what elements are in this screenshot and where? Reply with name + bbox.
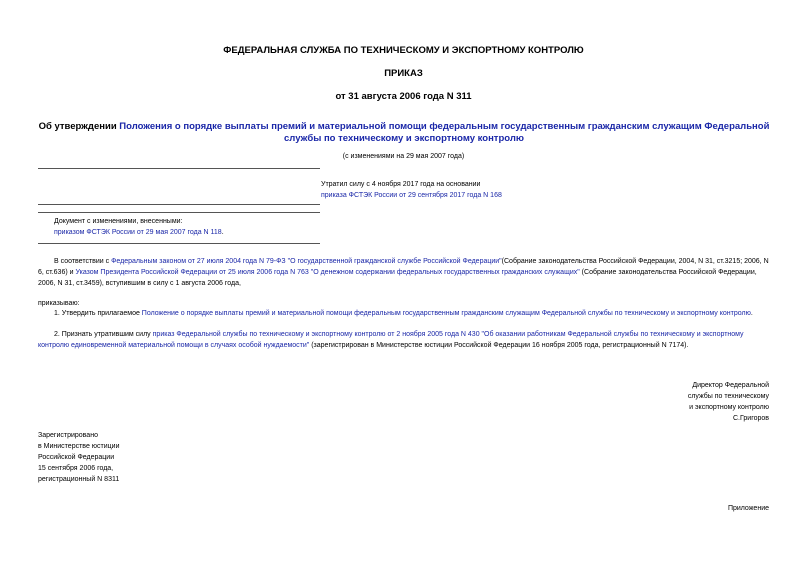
registration-line: Зарегистрировано — [38, 432, 98, 439]
order-word: приказываю: — [38, 300, 80, 307]
item-2-end: (зарегистрирован в Министерстве юстиции Российской Федерации 16 ноября 2005 года, регистрационный N 7174). — [309, 342, 689, 349]
presidential-decree-link[interactable]: Указом Президента Российской Федерации от 25 июля 2006 года N 763 "О денежном содержании федеральных государственных гражданских служащих" — [75, 269, 580, 276]
document-date-number: от 31 августа 2006 года N 311 — [335, 91, 472, 102]
amending-doc-line — [54, 227, 224, 238]
signature-line: Директор Федеральной — [692, 382, 769, 389]
signature-line: службы по техническому — [687, 393, 769, 400]
separator-line — [38, 243, 320, 244]
amending-doc-dot: . — [221, 229, 224, 236]
registration-line: в Министерстве юстиции — [38, 443, 120, 450]
agency-name: ФЕДЕРАЛЬНАЯ СЛУЖБА ПО ТЕХНИЧЕСКОМУ И ЭКСПОРТНОМУ КОНТРОЛЮ — [223, 45, 584, 56]
title-link[interactable]: Положения о порядке выплаты премий и материальной помощи федеральным государственным гражданским служащим Федеральной службы по техническому и экспортному контролю — [119, 121, 770, 144]
order-item-1 — [38, 308, 771, 319]
item-2-text: 2. Признать утратившим силу — [54, 331, 153, 338]
amending-doc-label: Документ с изменениями, внесенными: — [54, 218, 183, 225]
amending-doc-link[interactable]: приказом ФСТЭК России от 29 мая 2007 года N 118 — [54, 229, 222, 236]
item-1-end: . — [750, 310, 753, 317]
lost-force-link[interactable]: приказа ФСТЭК России от 29 сентября 2017 года N 168 — [321, 192, 502, 199]
preamble-text-3: (Собрание законодательства Российской Федерации, 2006, N 31, ст.3459), вступившим в силу с 1 августа 2006 года, — [38, 269, 757, 287]
separator-line — [38, 204, 320, 205]
appendix-label: Приложение — [727, 505, 769, 512]
signature-block — [688, 380, 769, 424]
repealed-order-link[interactable]: приказ Федеральной службы по техническому и экспортному контролю от 2 ноября 2005 года N 430 "Об оказании работникам Федеральной службы по техническому и экспортному контролю единовременной материальной помощи в случаях особой нуждаемости" — [38, 331, 744, 349]
registration-line: регистрационный N 8311 — [38, 476, 120, 483]
registration-line: 15 сентября 2006 года, — [38, 465, 114, 472]
regulation-link[interactable]: Положение о порядке выплаты премий и материальной помощи федеральным государственным гражданским служащим Федеральной службы по техническому и экспортному контролю — [141, 310, 751, 317]
title-prefix: Об утверждении — [38, 121, 120, 132]
document-type: ПРИКАЗ — [384, 68, 423, 79]
preamble-text-1: В соответствии с — [54, 258, 112, 265]
signature-name: С.Григоров — [733, 415, 769, 422]
preamble-paragraph — [38, 256, 771, 289]
item-1-text: 1. Утвердить прилагаемое — [54, 310, 142, 317]
amendment-note: (с изменениями на 29 мая 2007 года) — [342, 153, 465, 160]
preamble-text-2: (Собрание законодательства Российской Федерации, 2004, N 31, ст.3215; 2006, N 6, ст.636) и — [38, 258, 769, 276]
federal-law-link[interactable]: Федеральным законом от 27 июля 2004 года N 79-ФЗ "О государственной гражданской службе Российской Федерации" — [111, 258, 502, 265]
order-item-2 — [38, 329, 771, 351]
signature-line: и экспортному контролю — [689, 404, 769, 411]
separator-line — [38, 168, 320, 169]
document-title — [36, 121, 772, 145]
registration-line: Российской Федерации — [38, 454, 115, 461]
lost-force-text: Утратил силу с 4 ноября 2017 года на основании — [321, 181, 481, 188]
separator-line — [38, 212, 320, 213]
registration-block — [38, 430, 119, 485]
